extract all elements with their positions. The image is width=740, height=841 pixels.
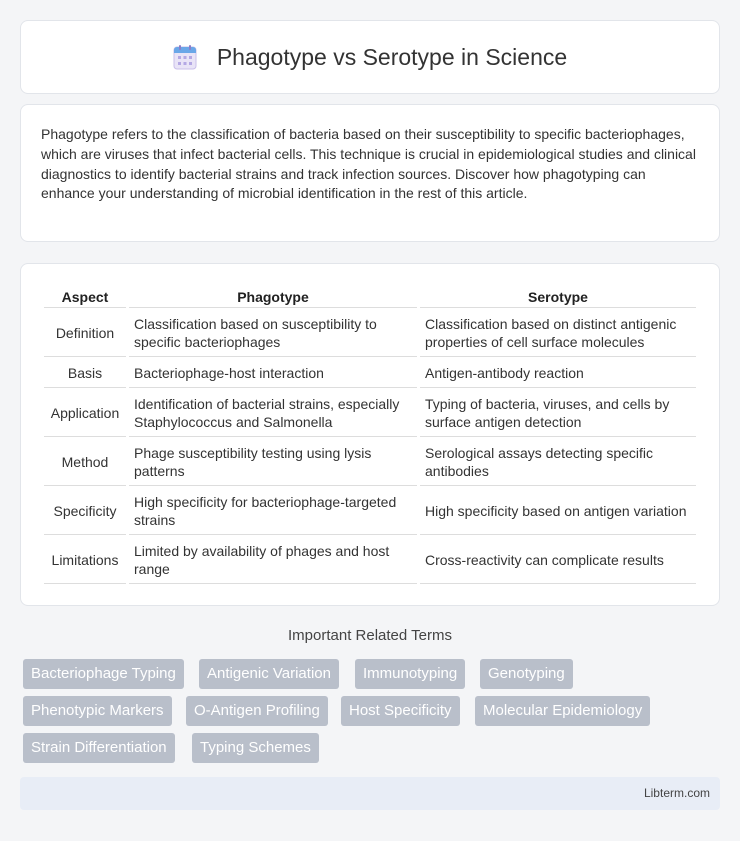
table-row [44,390,696,437]
tag-typing-schemes[interactable]: Typing Schemes [192,733,319,763]
footer [20,777,720,810]
row-aspect: Method [44,439,126,486]
header-aspect: Aspect [44,286,126,308]
row-aspect: Basis [44,359,126,388]
row-aspect: Application [44,390,126,437]
tag-antigenic-variation[interactable]: Antigenic Variation [199,659,339,689]
tag-strain-differentiation[interactable]: Strain Differentiation [23,733,175,763]
tag-o-antigen-profiling[interactable]: O-Antigen Profiling [186,696,328,726]
tag-bacteriophage-typing[interactable]: Bacteriophage Typing [23,659,184,689]
header-phagotype: Phagotype [129,286,417,308]
footer-site-link[interactable]: Libterm.com [643,786,710,800]
tag-phenotypic-markers[interactable]: Phenotypic Markers [23,696,172,726]
row-phagotype: Bacteriophage-host interaction [129,359,417,388]
table-row [44,537,696,584]
row-phagotype: Classification based on susceptibility to specific bacteriophages [129,310,417,357]
table-header-row [44,286,696,308]
table-row [44,310,696,357]
row-aspect: Specificity [44,488,126,535]
title-card [20,20,720,94]
row-serotype: Typing of bacteria, viruses, and cells by surface antigen detection [420,390,696,437]
row-phagotype: Limited by availability of phages and host range [129,537,417,584]
related-terms-title: Important Related Terms [288,627,452,644]
tag-genotyping[interactable]: Genotyping [480,659,573,689]
row-phagotype: High specificity for bacteriophage-targeted strains [129,488,417,535]
intro-text: Phagotype refers to the classification of bacteria based on their susceptibility to specific bacteriophages, which are viruses that infect bacterial cells. This technique is crucial in epidemiological studies and clinical diagnostics to identify bacterial strains and track infection sources. Discover how phagotyping can enhance your understanding of microbial identification in the rest of this article. [41,126,696,202]
row-serotype: High specificity based on antigen variation [420,488,696,535]
comparison-table-card [20,263,720,606]
row-phagotype: Phage susceptibility testing using lysis patterns [129,439,417,486]
row-aspect: Limitations [44,537,126,584]
row-serotype: Classification based on distinct antigenic properties of cell surface molecules [420,310,696,357]
calendar-icon [173,44,197,70]
row-phagotype: Identification of bacterial strains, especially Staphylococcus and Salmonella [129,390,417,437]
page-title: Phagotype vs Serotype in Science [216,43,568,70]
header-serotype: Serotype [420,286,696,308]
table-row [44,359,696,388]
row-serotype: Serological assays detecting specific antibodies [420,439,696,486]
row-serotype: Antigen-antibody reaction [420,359,696,388]
table-row [44,488,696,535]
intro-card [20,104,720,242]
comparison-table [41,284,699,586]
tag-molecular-epidemiology[interactable]: Molecular Epidemiology [475,696,650,726]
tag-host-specificity[interactable]: Host Specificity [341,696,460,726]
row-aspect: Definition [44,310,126,357]
table-row [44,439,696,486]
tag-immunotyping[interactable]: Immunotyping [355,659,465,689]
row-serotype: Cross-reactivity can complicate results [420,537,696,584]
